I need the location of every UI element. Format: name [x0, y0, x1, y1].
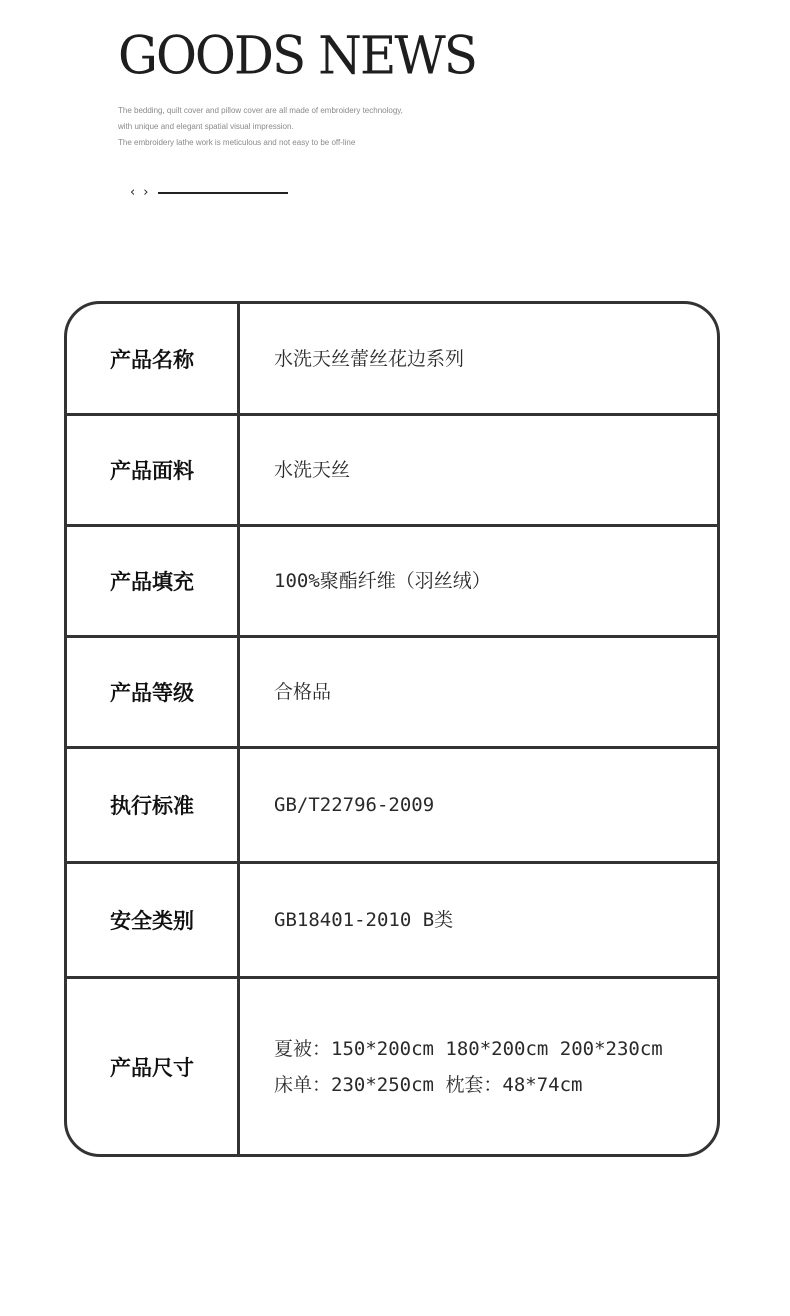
spec-label: 产品尺寸	[110, 1055, 194, 1080]
progress-line	[158, 192, 288, 194]
spec-value: 水洗天丝蕾丝花边系列	[274, 348, 465, 370]
carousel-nav	[130, 183, 288, 203]
spec-value: GB18401-2010 B类	[274, 909, 454, 931]
spec-label: 产品等级	[110, 681, 194, 705]
table-row	[67, 304, 717, 414]
table-row	[67, 864, 717, 976]
spec-value: 水洗天丝	[274, 459, 351, 481]
description-line: with unique and elegant spatial visual impression.	[118, 122, 294, 131]
description	[118, 103, 478, 151]
spec-table	[64, 301, 720, 1157]
page-title: GOODS NEWS	[118, 25, 477, 86]
spec-label: 执行标准	[110, 794, 194, 818]
table-row	[67, 638, 717, 746]
table-row	[67, 749, 717, 861]
spec-label: 安全类别	[110, 909, 194, 933]
spec-label: 产品面料	[110, 459, 194, 483]
spec-value: GB/T22796-2009	[274, 794, 435, 816]
chevron-left-icon[interactable]: ‹	[130, 185, 136, 200]
chevron-right-icon[interactable]: ›	[143, 185, 149, 200]
table-row	[67, 527, 717, 635]
description-line: The embroidery lathe work is meticulous and not easy to be off-line	[118, 138, 356, 147]
table-row	[67, 416, 717, 524]
table-row	[67, 979, 717, 1154]
header	[118, 24, 538, 147]
description-line: The bedding, quilt cover and pillow cover are all made of embroidery technology,	[118, 106, 403, 115]
spec-value: 100%聚酯纤维（羽丝绒）	[274, 570, 491, 592]
spec-label: 产品填充	[110, 570, 194, 594]
spec-value: 夏被：150*200cm 180*200cm 200*230cm 床单：230*250cm 枕套：48*74cm	[274, 1037, 663, 1096]
spec-label: 产品名称	[110, 348, 194, 372]
spec-value: 合格品	[274, 681, 332, 703]
